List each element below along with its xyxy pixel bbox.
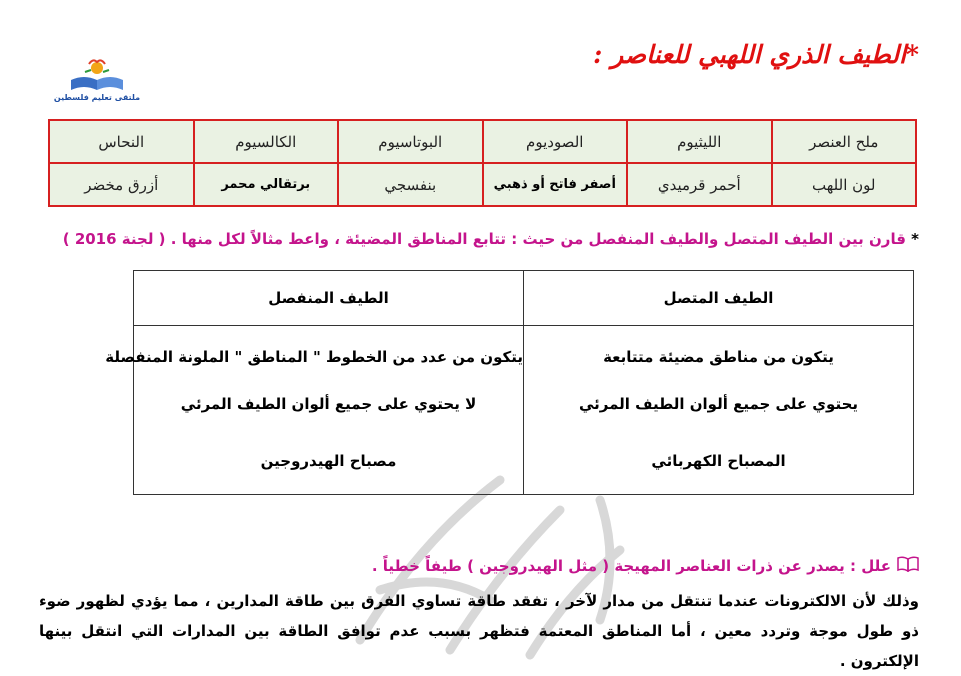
discrete-line: يتكون من عدد من الخطوط " المناطق " الملونة المنفصلة [105,348,523,366]
question-body: قارن بين الطيف المتصل والطيف المنفصل من حيث : تتابع المناطق المضيئة ، واعط مثالاً لكل منها . ( لجنة 2016 ) [62,230,906,248]
table-cell: أصفر فاتح أو ذهبي [483,163,628,206]
table-cell: الليثيوم [627,120,772,163]
logo [52,58,142,108]
continuous-line: يتكون من مناطق مضيئة متتابعة [603,348,834,366]
question-star: * [911,230,919,248]
header-continuous: الطيف المتصل [524,271,914,326]
table-cell: أزرق مخضر [49,163,194,206]
comparison-table [105,270,914,495]
continuous-line: يحتوي على جميع ألوان الطيف المرئي [578,395,859,413]
table-cell: لون اللهب [772,163,917,206]
logo-book-icon [67,58,127,92]
table-cell: أحمر قرميدي [627,163,772,206]
explanation-paragraph: وذلك لأن الالكترونات عندما تنتقل من مدار لآخر ، تفقد طاقة تساوي الفرق بين طاقة المدارين ، مما يؤدي لظهور ضوء ذو طول موجة وتردد معين ، أما المناطق المعتمة فتظهر بسبب عدم توافق الطاقة بين المدارات التي انتقل بينها الإلكترون . [39,592,919,670]
table-row [134,326,914,495]
open-book-icon [897,556,919,576]
table-cell: ملح العنصر [772,120,917,163]
flame-color-table [48,119,917,207]
table-row [49,120,916,163]
table-cell: النحاس [49,120,194,163]
reason-note [372,556,919,576]
continuous-cell [524,326,914,495]
discrete-cell [105,326,524,495]
logo-text: ملتقى تعليم فلسطين [53,93,141,102]
table-header-row [134,271,914,326]
table-row [49,163,916,206]
page-title: *الطيف الذري اللهبي للعناصر : [593,40,919,69]
table-cell: الصوديوم [483,120,628,163]
table-cell: برتقالي محمر [194,163,339,206]
continuous-line: المصباح الكهربائي [651,452,786,470]
table-cell: البوتاسيوم [338,120,483,163]
header-discrete: الطيف المنفصل [134,271,524,326]
discrete-line: مصباح الهيدروجين [260,452,397,470]
note-text: علل : يصدر عن ذرات العناصر المهيجة ( مثل الهيدروجين ) طيفاً خطياً . [371,557,891,575]
discrete-line: لا يحتوي على جميع ألوان الطيف المرئي [180,395,477,413]
table-cell: الكالسيوم [194,120,339,163]
question-text [63,230,919,248]
table-cell: بنفسجي [338,163,483,206]
